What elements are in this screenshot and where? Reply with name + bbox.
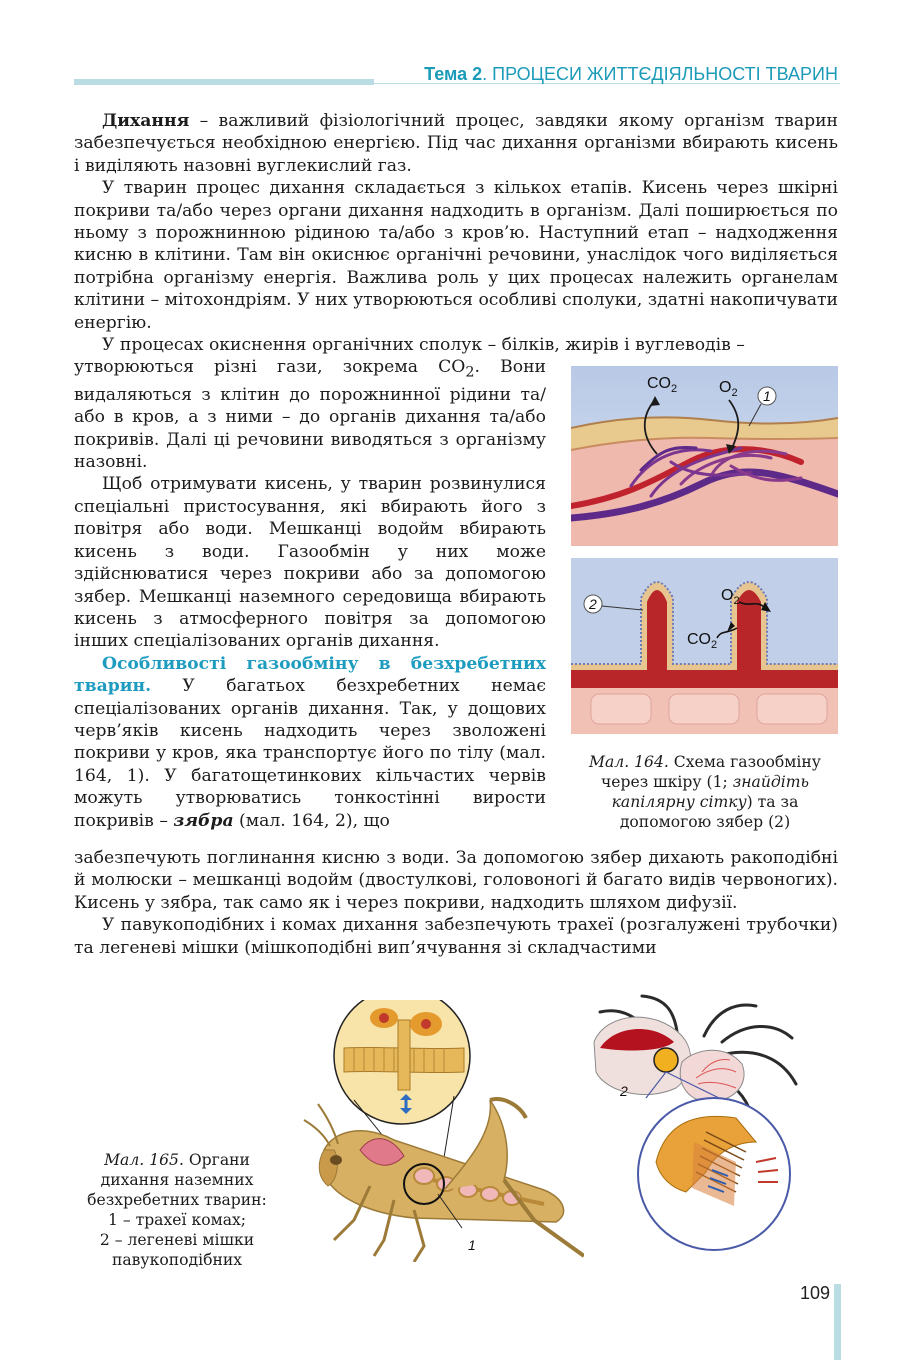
paragraph-6: У павукоподібних і комах дихання забезпечують трахеї (розгалужені трубочки) та легеневі мішки (мішкоподібні вип’ячування зі складчастими xyxy=(74,915,838,958)
term-dykhannia: Дихання xyxy=(102,111,190,131)
co2-subscript: 2 xyxy=(465,364,475,381)
caption-164-text-b: ) та за допомогою зябер (2) xyxy=(619,793,799,831)
caption-165-line1: 1 – трахеї комах; xyxy=(107,1211,247,1229)
figure-164-skin xyxy=(571,366,838,546)
grasshopper-trachea-illustration xyxy=(294,1000,584,1262)
topic-title: . ПРОЦЕСИ ЖИТТЄДІЯЛЬНОСТІ ТВАРИН xyxy=(482,64,838,84)
figure-164-caption xyxy=(572,752,838,832)
spider-lung-illustration xyxy=(586,992,840,1262)
header-rule xyxy=(74,79,374,85)
co2-label: $CO_2$ xyxy=(647,375,678,395)
gill-co2-label: $CO_2$ xyxy=(687,631,718,651)
o2-label: $O_2$ xyxy=(719,379,738,399)
caption-164-text-a: Схема газообміну через шкіру (1; xyxy=(600,753,821,791)
paragraph-1 xyxy=(74,110,838,177)
figure-number-2: 2 xyxy=(589,596,597,612)
grasshopper-number-1: 1 xyxy=(468,1237,476,1253)
figure-165-grasshopper xyxy=(294,1000,584,1262)
running-header xyxy=(376,64,838,85)
paragraph-5-text-b: (мал. 164, 2), що xyxy=(233,810,390,831)
page-side-bar xyxy=(834,1284,841,1360)
term-zyabra: зябра xyxy=(173,810,234,831)
page-number: 109 xyxy=(799,1283,830,1303)
main-text-narrow xyxy=(74,356,546,832)
paragraph-3-text-b: . Вони видаляються з клітин до порожнинної рідини та/або в кров, а з ними – до органів дихання та/або покривів. Далі ці речовини виводяться з організму назовні. xyxy=(74,357,546,473)
caption-165-line2: 2 – легеневі мішки павукоподібних xyxy=(99,1231,255,1269)
paragraph-5 xyxy=(74,653,546,832)
figure-165-caption xyxy=(74,1150,280,1270)
caption-164-italic: знайдіть капілярну сітку xyxy=(611,773,810,811)
skin-gas-exchange-illustration xyxy=(571,366,838,546)
main-text-bottom xyxy=(74,847,838,959)
paragraph-4: Щоб отримувати кисень, у тварин розвинулися спеціальні пристосування, які вбирають його з повітря або води. Мешканці водойм вбирають кисень з води. Газообмін у них може здійснюватися через покриви або за допомогою зябер. Мешканці наземного середовища вбирають кисень з атмосферного повітря за допомогою інших спеціалізованих органів дихання. xyxy=(74,474,546,652)
gills-illustration xyxy=(571,558,838,734)
figure-number-1: 1 xyxy=(763,388,771,404)
section-heading: Особливості газообміну в безхребетних тварин. xyxy=(74,653,546,697)
caption-165-label: Мал. 165. xyxy=(104,1151,184,1169)
paragraph-3-rest xyxy=(74,356,546,473)
paragraph-3-text-a: утворюються різні гази, зокрема CO xyxy=(74,357,466,377)
caption-165-text: Органи дихання наземних безхребетних тварин: xyxy=(87,1151,267,1209)
paragraph-2: У тварин процес дихання складається з кількох етапів. Кисень через шкірні покриви та/або через органи дихання надходить в організм. Далі поширюється по ньому з порожнинною рідиною та/або з кров’ю. Наступний етап – надходження кисню в клітини. Там він окиснює органічні речовини, унаслідок чого виділяється потрібна організму енергія. Важлива роль у цих процесах належить органелам клітини – мітохондріям. У них утворюються особливі сполуки, здатні накопичувати енергію. xyxy=(74,178,838,333)
paragraph-5-text-a: У багатьох безхребетних немає спеціалізованих органів дихання. Так, у дощових черв’яків кисень надходить через зволожені покриви у кров, яка транспортує його по тілу (мал. 164, 1). У багатощетинкових кільчастих червів можуть утворюватись тонкостінні вирости покривів – xyxy=(74,676,546,831)
topic-label: Тема 2 xyxy=(424,64,483,84)
paragraph-5-continuation: забезпечують поглинання кисню з води. За допомогою зябер дихають ракоподібні й молюски – мешканці водойм (двостулкові, головоногі й багато видів червоногих). Кисень у зябра, так само як і через покриви, надходить шляхом дифузії. xyxy=(74,848,838,913)
main-text-top xyxy=(74,110,838,356)
figure-165-spider xyxy=(586,992,840,1262)
paragraph-3-line1: У процесах окиснення органічних сполук – білків, жирів і вуглеводів – xyxy=(102,335,745,356)
caption-164-label: Мал. 164. xyxy=(589,753,669,771)
paragraph-1-text: – важливий фізіологічний процес, завдяки якому організм тварин забезпечується необхідною енергією. Під час дихання організми вбирають кисень і виділяють назовні вуглекислий газ. xyxy=(74,111,838,176)
gill-o2-label: $O_2$ xyxy=(721,587,740,607)
figure-164-gills xyxy=(571,558,838,734)
spider-number-2: 2 xyxy=(620,1083,628,1099)
